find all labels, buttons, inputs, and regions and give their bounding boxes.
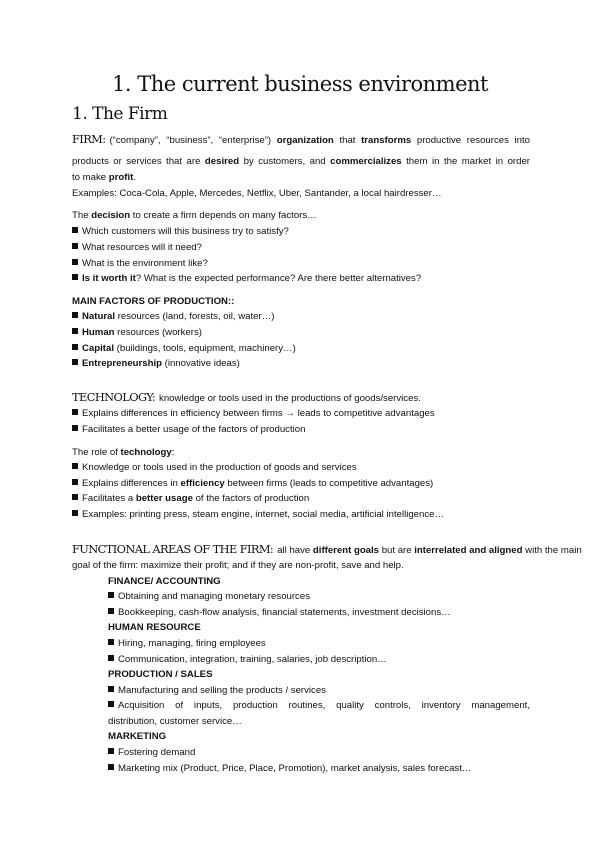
bullet-icon [72,463,78,469]
technology-role-heading: The role of technology: [72,447,175,458]
firm-definition-line-3: to make profit. [72,172,136,183]
functional-intro-line-1: FUNCTIONAL AREAS OF THE FIRM: all have different goals but are interrelated and aligned with the main [72,542,582,556]
list-item: Examples: printing press, steam engine, internet, social media, artificial intelligence… [72,507,530,523]
bullet-icon [108,655,114,661]
bullet-icon [72,344,78,350]
finance-heading: FINANCE/ ACCOUNTING [108,576,221,587]
bullet-icon [72,425,78,431]
bullet-icon [72,312,78,318]
list-item: Manufacturing and selling the products / services [108,683,530,699]
factors-heading: MAIN FACTORS OF PRODUCTION:: [72,296,235,307]
bullet-icon [108,608,114,614]
list-item: Human resources (workers) [72,325,530,341]
bullet-icon [108,764,114,770]
functional-intro-line-2: goal of the firm: maximize their profit; and if they are non-profit, save and help. [72,560,404,571]
firm-examples: Examples: Coca-Cola, Apple, Mercedes, Netflix, Uber, Santander, a local hairdresser… [72,188,442,199]
bullet-icon [72,479,78,485]
technology-definition: TECHNOLOGY: knowledge or tools used in the productions of goods/services. [72,390,421,404]
bullet-icon [72,243,78,249]
list-item: Entrepreneurship (innovative ideas) [72,356,530,372]
list-item: Facilitates a better usage of the factors of production [72,491,530,507]
technology-label: TECHNOLOGY: [72,390,156,404]
list-item: Explains differences in efficiency between firms → leads to competitive advantages [72,406,530,422]
bullet-icon [108,748,114,754]
bullet-icon [72,409,78,415]
bullet-icon [108,701,114,707]
functional-label: FUNCTIONAL AREAS OF THE FIRM: [72,542,274,556]
bullet-icon [72,259,78,265]
section-heading-firm: 1. The Firm [72,104,168,124]
decision-intro: The decision to create a firm depends on many factors… [72,210,317,221]
production-heading: PRODUCTION / SALES [108,669,213,680]
list-item: Facilitates a better usage of the factors of production [72,422,530,438]
firm-label: FIRM: [72,132,106,146]
list-item: Acquisition of inputs, production routines, quality controls, inventory management, [108,698,530,714]
list-item: Capital (buildings, tools, equipment, machinery…) [72,341,530,357]
firm-definition-line-2: products or services that are desired by customers, and commercializes them in the market in order [72,156,530,167]
bullet-icon [72,328,78,334]
bullet-icon [108,592,114,598]
bullet-icon [72,227,78,233]
list-item: What is the environment like? [72,256,530,272]
list-item-continuation: distribution, customer service… [108,716,242,727]
list-item: Hiring, managing, firing employees [108,636,530,652]
list-item: Is it worth it? What is the expected performance? Are there better alternatives? [72,271,530,287]
list-item: Explains differences in efficiency between firms (leads to competitive advantages) [72,476,530,492]
list-item: Communication, integration, training, salaries, job description… [108,652,530,668]
bullet-icon [72,359,78,365]
bullet-icon [72,510,78,516]
hr-heading: HUMAN RESOURCE [108,622,201,633]
bullet-icon [72,274,78,280]
list-item: Natural resources (land, forests, oil, water…) [72,309,530,325]
bullet-icon [108,639,114,645]
list-item: Obtaining and managing monetary resources [108,589,530,605]
marketing-heading: MARKETING [108,731,167,742]
list-item: Which customers will this business try to satisfy? [72,224,530,240]
list-item: Knowledge or tools used in the production of goods and services [72,460,530,476]
list-item: What resources will it need? [72,240,530,256]
list-item: Marketing mix (Product, Price, Place, Promotion), market analysis, sales forecast… [108,761,530,777]
page-title: 1. The current business environment [112,72,488,96]
bullet-icon [72,494,78,500]
firm-definition-line-1: FIRM: (“company”, “business”, “enterprise”) organization that transforms productive resources into [72,132,530,146]
bullet-icon [108,686,114,692]
list-item: Fostering demand [108,745,530,761]
list-item: Bookkeeping, cash-flow analysis, financial statements, investment decisions… [108,605,530,621]
